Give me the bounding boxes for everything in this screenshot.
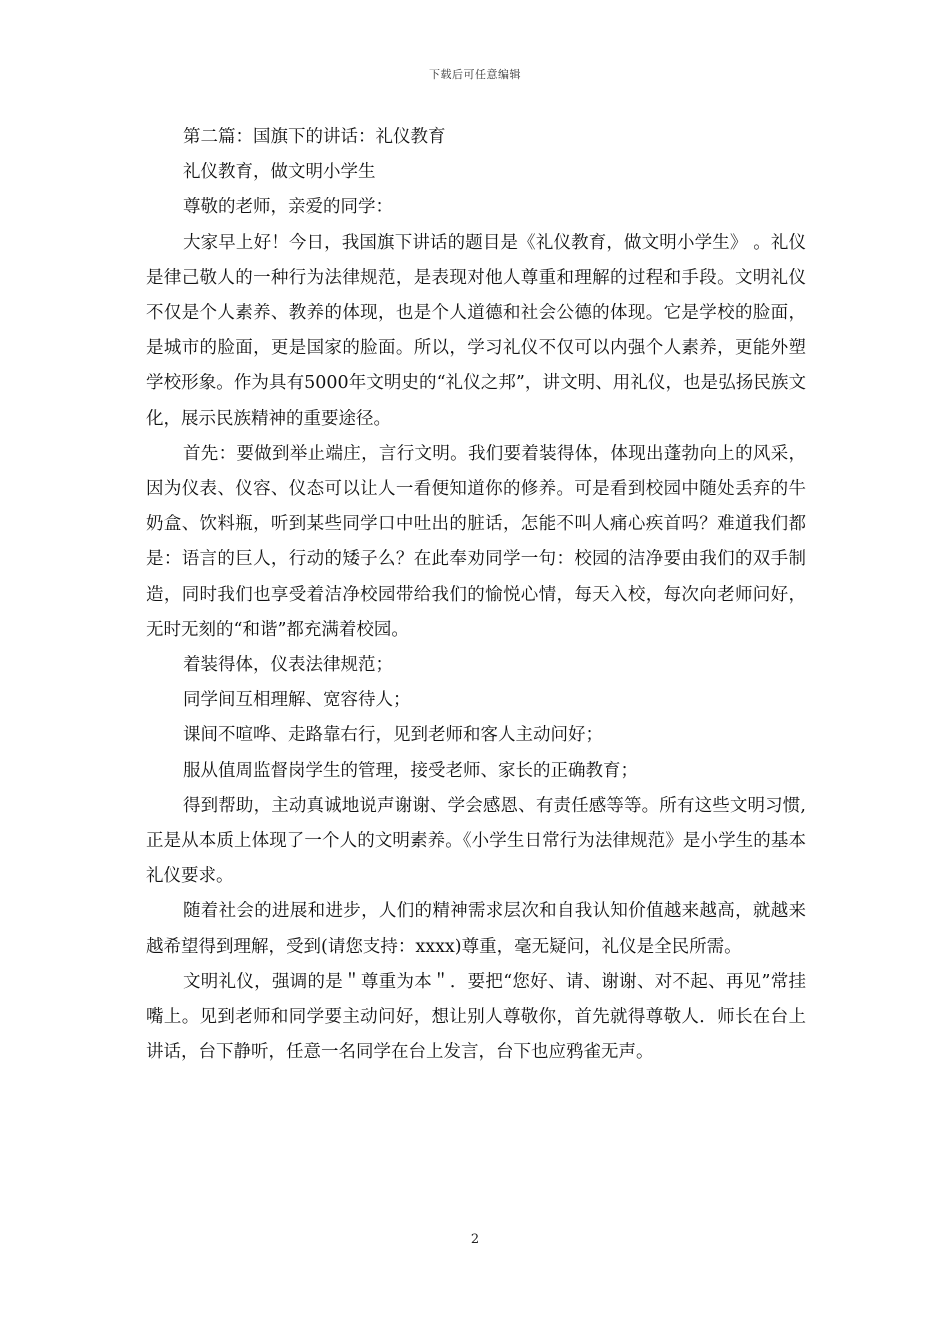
paragraph-subtitle: 礼仪教育，做文明小学生 <box>183 162 376 183</box>
paragraph: 课间不喧哗、走路靠右行，见到老师和客人主动问好； <box>183 725 603 746</box>
paragraph: 随着社会的进展和进步，人们的精神需求层次和自我认知价值越来越高，就越来越希望得到理解，受到(请您支持：xxxx)尊重，毫无疑问，礼仪是全民所需。 <box>146 901 806 957</box>
page-header: 下载后可任意编辑 <box>429 68 521 81</box>
paragraph-salutation: 尊敬的老师，亲爱的同学： <box>183 197 393 218</box>
paragraph: 服从值周监督岗学生的管理，接受老师、家长的正确教育； <box>183 760 638 781</box>
paragraph-title: 第二篇：国旗下的讲话：礼仪教育 <box>183 127 446 147</box>
paragraph: 着装得体，仪表法律规范； <box>183 655 393 676</box>
paragraph: 大家早上好！今日，我国旗下讲话的题目是《礼仪教育，做文明小学生》 。礼仪是律己敬人的一种行为法律规范，是表现对他人尊重和理解的过程和手段。文明礼仪不仅是个人素养、教养的体现，也是个人道德和社会公德的体现。它是学校的脸面，是城市的脸面，更是国家的脸面。所以，学习礼仪不仅可以内强个人素养，更能外塑学校形象。作为具有5000年文明史的“礼仪之邦”，讲文明、用礼仪，也是弘扬民族文化，展示民族精神的重要途径。 <box>146 232 806 429</box>
document-body <box>146 120 806 1070</box>
paragraph: 同学间互相理解、宽容待人； <box>183 690 411 711</box>
paragraph: 文明礼仪，强调的是＂尊重为本＂．要把“您好、请、谢谢、对不起、再见”常挂嘴上。见到老师和同学要主动问好，想让别人尊敬你，首先就得尊敬人．师长在台上讲话，台下静听，任意一名同学在台上发言，台下也应鸦雀无声。 <box>146 971 806 1063</box>
page-number: 2 <box>470 1232 480 1247</box>
paragraph: 首先：要做到举止端庄，言行文明。我们要着装得体，体现出蓬勃向上的风采，因为仪表、仪容、仪态可以让人一看便知道你的修养。可是看到校园中随处丢弃的牛奶盒、饮料瓶，听到某些同学口中吐出的脏话，怎能不叫人痛心疾首吗？难道我们都是：语言的巨人，行动的矮子么？在此奉劝同学一句：校园的洁净要由我们的双手制造，同时我们也享受着洁净校园带给我们的愉悦心情，每天入校，每次向老师问好，无时无刻的“和谐”都充满着校园。 <box>146 443 806 640</box>
paragraph: 得到帮助，主动真诚地说声谢谢、学会感恩、有责任感等等。所有这些文明习惯,正是从本质上体现了一个人的文明素养。《小学生日常行为法律规范》是小学生的基本礼仪要求。 <box>146 795 806 887</box>
